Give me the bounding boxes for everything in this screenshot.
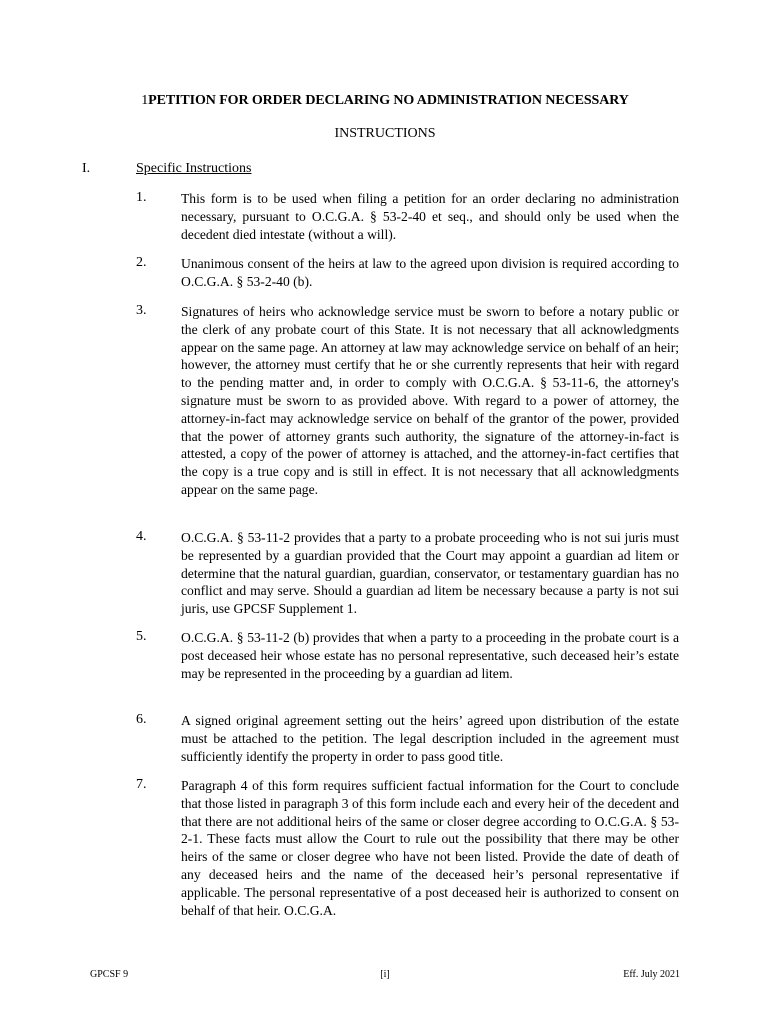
item-text: This form is to be used when filing a petition for an order declaring no administration necessary, pursuant to O.C.G.A. § 53-2-40 et seq., and should only be used when the decedent died intestate (without a will). bbox=[181, 191, 679, 242]
title-text: PETITION FOR ORDER DECLARING NO ADMINISTRATION NECESSARY bbox=[148, 93, 629, 108]
item-text: Unanimous consent of the heirs at law to the agreed upon division is required according to O.C.G.A. § 53-2-40 (b). bbox=[181, 256, 679, 289]
item-text: O.C.G.A. § 53-11-2 provides that a party to a probate proceeding who is not sui juris must be represented by a guardian provided that the Court may appoint a guardian ad litem or determine that the natural guardian, guardian, conservator, or testamentary guardian has no conflict and may serve. Should a guardian ad litem be necessary because a party is not sui juris, use GPCSF Supplement 1. bbox=[181, 530, 679, 617]
item-text: Signatures of heirs who acknowledge service must be sworn to before a notary public or the clerk of any probate court of this State. It is not necessary that all acknowledgments appear on the same page. An attorney at law may acknowledge service on behalf of an heir; however, the attorney must certify that he or she currently represents that heir with regard to the pending matter and, in order to comply with O.C.G.A. § 53-11-6, the attorney's signature must be sworn to as provided above. With regard to a power of attorney, the attorney-in-fact may acknowledge service on behalf of the grantor of the power, provided that the power of attorney grants such authority, the signature of the attorney-in-fact is attested, a copy of the power of attorney is attached, and the attorney-in-fact certifies that the copy is a true copy and is still in effect. It is not necessary that all acknowledgments appear on the same page. bbox=[181, 304, 679, 497]
item-text: O.C.G.A. § 53-11-2 (b) provides that when a party to a proceeding in the probate court is a post deceased heir whose estate has no personal representative, such deceased heir’s estate may be represented in the proceeding by a guardian ad litem. bbox=[181, 630, 679, 681]
item-number: 6. bbox=[136, 712, 147, 727]
footer-effective-date: Eff. July 2021 bbox=[623, 969, 680, 980]
item-number: 4. bbox=[136, 529, 147, 544]
item-number: 7. bbox=[136, 777, 147, 792]
instructions-heading: INSTRUCTIONS bbox=[334, 126, 436, 141]
footnote-mark: 1 bbox=[141, 93, 149, 108]
item-number: 2. bbox=[136, 255, 147, 270]
item-text: A signed original agreement setting out the heirs’ agreed upon distribution of the estate must be attached to the petition. The legal description included in the agreement must sufficiently identify the property in order to pass good title. bbox=[181, 713, 679, 764]
footer-page-number: [i] bbox=[380, 969, 390, 980]
section-number: I. bbox=[82, 161, 91, 176]
item-number: 5. bbox=[136, 629, 147, 644]
document-title bbox=[0, 93, 770, 109]
item-text: Paragraph 4 of this form requires sufficient factual information for the Court to conclude that those listed in paragraph 3 of this form include each and every heir of the decedent and that there are not additional heirs of the same or closer degree according to O.C.G.A. § 53-2-1. These facts must allow the Court to rule out the possibility that there may be other heirs of the same or closer degree who have not been listed. Provide the date of death of any deceased heirs and the name of the deceased heir’s personal representative if applicable. The personal representative of a post deceased heir is authorized to consent on behalf of that heir. O.C.G.A. bbox=[181, 778, 679, 918]
section-title: Specific Instructions bbox=[136, 161, 252, 176]
item-number: 3. bbox=[136, 303, 147, 318]
footer-form-id: GPCSF 9 bbox=[90, 969, 129, 980]
item-number: 1. bbox=[136, 190, 147, 205]
